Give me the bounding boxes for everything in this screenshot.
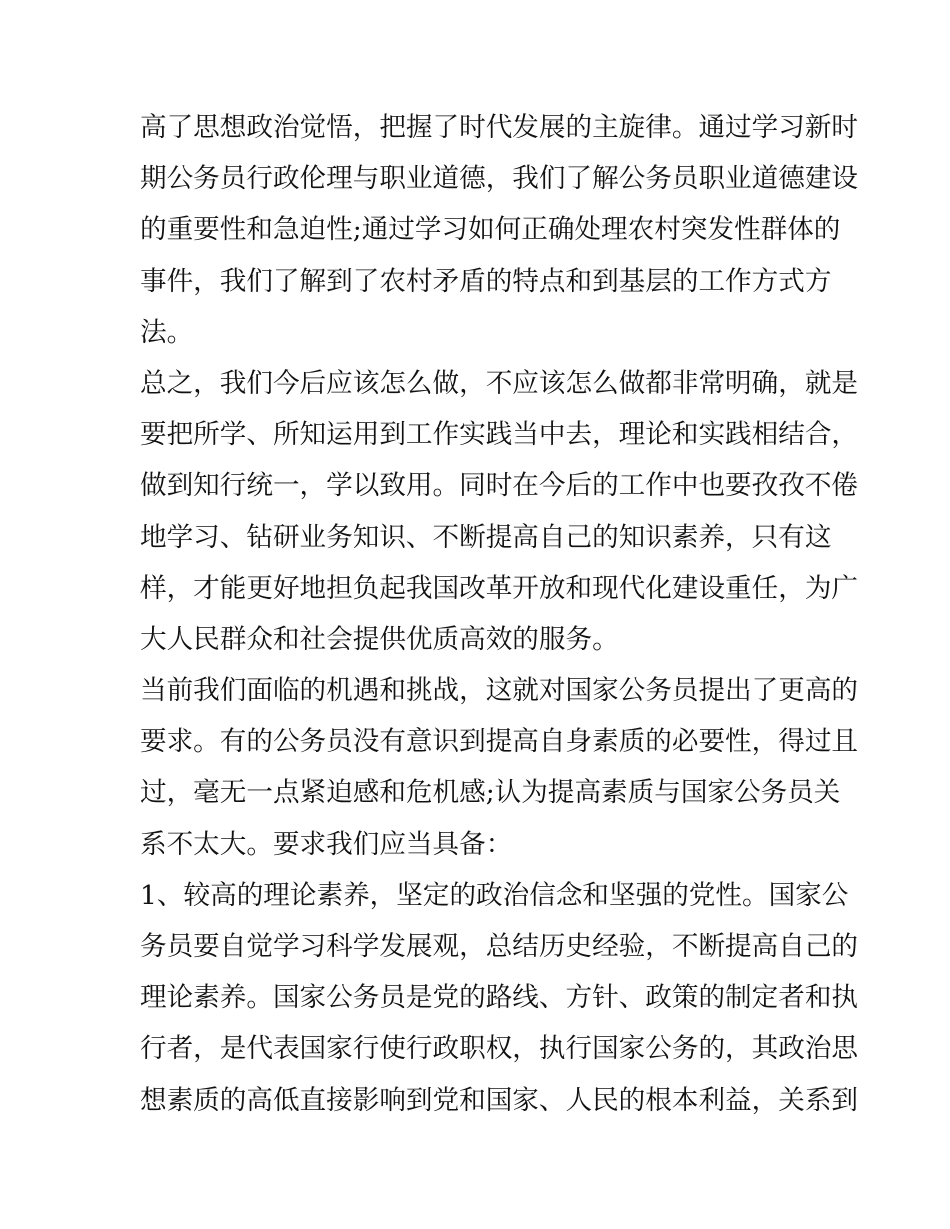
text-line: 理论素养。国家公务员是党的路线、方针、政策的制定者和执 — [140, 982, 859, 1014]
text-line: 的重要性和急迫性;通过学习如何正确处理农村突发性群体的 — [140, 214, 841, 246]
text-line: 系不太大。要求我们应当具备： — [140, 828, 513, 860]
text-line: 做到知行统一，学以致用。同时在今后的工作中也要孜孜不倦 — [140, 470, 859, 502]
text-line: 要把所学、所知运用到工作实践当中去，理论和实践相结合， — [140, 419, 859, 451]
text-line: 过，毫无一点紧迫感和危机感;认为提高素质与国家公务员关 — [140, 777, 841, 809]
text-line: 当前我们面临的机遇和挑战，这就对国家公务员提出了更高的 — [140, 675, 859, 707]
text-line: 总之，我们今后应该怎么做，不应该怎么做都非常明确，就是 — [140, 367, 859, 399]
text-line: 地学习、钻研业务知识、不断提高自己的知识素养，只有这 — [140, 521, 832, 553]
text-line: 事件，我们了解到了农村矛盾的特点和到基层的工作方式方 — [140, 265, 832, 297]
document-body — [140, 102, 859, 1126]
text-line: 务员要自觉学习科学发展观，总结历史经验，不断提高自己的 — [140, 931, 859, 962]
text-line: 要求。有的公务员没有意识到提高自身素质的必要性，得过且 — [140, 726, 859, 758]
text-line: 高了思想政治觉悟，把握了时代发展的主旋律。通过学习新时 — [140, 112, 859, 143]
text-line: 行者，是代表国家行使行政职权，执行国家公务的，其政治思 — [140, 1033, 859, 1065]
text-line: 样，才能更好地担负起我国改革开放和现代化建设重任，为广 — [140, 572, 859, 604]
text-line: 1、较高的理论素养，坚定的政治信念和坚强的党性。国家公 — [140, 879, 849, 911]
text-line: 想素质的高低直接影响到党和国家、人民的根本利益，关系到 — [140, 1084, 859, 1116]
text-line: 期公务员行政伦理与职业道德，我们了解公务员职业道德建设 — [140, 163, 859, 195]
text-line: 法。 — [140, 316, 194, 348]
text-line: 大人民群众和社会提供优质高效的服务。 — [140, 623, 619, 655]
